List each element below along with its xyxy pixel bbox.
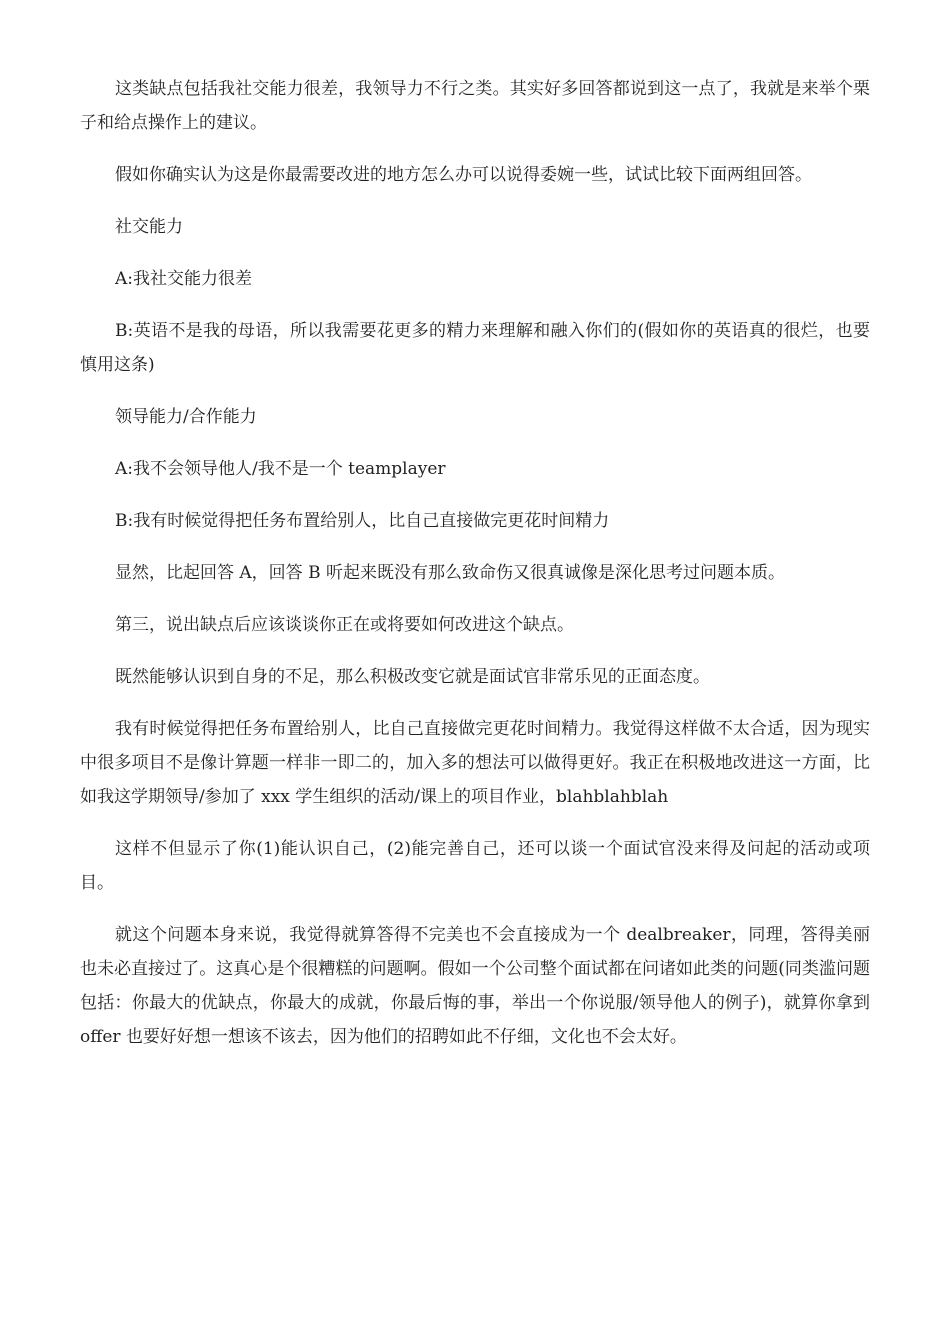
paragraph-benefits: 这样不但显示了你(1)能认识自己，(2)能完善自己，还可以谈一个面试官没来得及问起的活动或项目。 bbox=[80, 839, 870, 893]
paragraph-positive-attitude: 既然能够认识到自身的不足，那么积极改变它就是面试官非常乐见的正面态度。 bbox=[115, 667, 710, 687]
paragraph-weakness-types: 这类缺点包括我社交能力很差，我领导力不行之类。其实好多回答都说到这一点了，我就是来举个栗子和给点操作上的建议。 bbox=[80, 79, 870, 133]
paragraph-comparison: 显然，比起回答 A，回答 B 听起来既没有那么致命伤又很真诚像是深化思考过问题本质。 bbox=[115, 563, 785, 583]
paragraph-tactful-answer: 假如你确实认为这是你最需要改进的地方怎么办可以说得委婉一些，试试比较下面两组回答。 bbox=[115, 165, 812, 185]
paragraph-conclusion: 就这个问题本身来说，我觉得就算答得不完美也不会直接成为一个 dealbreaker，同理，答得美丽也未必直接过了。这真心是个很糟糕的问题啊。假如一个公司整个面试都在问诸如此类的问题(同类滥问题包括：你最大的优缺点，你最大的成就，你最后悔的事，举出一个你说服/领导他人的例子)，就算你拿到 offer 也要好好想一想该不该去，因为他们的招聘如此不仔细，文化也不会太好。 bbox=[80, 925, 870, 1047]
paragraph-third-point: 第三，说出缺点后应该谈谈你正在或将要如何改进这个缺点。 bbox=[115, 615, 574, 635]
paragraph-example-answer: 我有时候觉得把任务布置给别人，比自己直接做完更花时间精力。我觉得这样做不太合适，因为现实中很多项目不是像计算题一样非一即二的，加入多的想法可以做得更好。我正在积极地改进这一方面，比如我这学期领导/参加了 xxx 学生组织的活动/课上的项目作业，blahblahblah bbox=[80, 719, 870, 807]
subheading-social-skills: 社交能力 bbox=[115, 217, 183, 237]
answer-a-leadership: A:我不会领导他人/我不是一个 teamplayer bbox=[115, 459, 446, 479]
subheading-leadership: 领导能力/合作能力 bbox=[115, 407, 257, 427]
answer-b-leadership: B:我有时候觉得把任务布置给别人，比自己直接做完更花时间精力 bbox=[115, 511, 610, 531]
document-body bbox=[80, 72, 870, 1072]
answer-b-social: B:英语不是我的母语，所以我需要花更多的精力来理解和融入你们的(假如你的英语真的很烂，也要慎用这条) bbox=[80, 321, 870, 375]
answer-a-social: A:我社交能力很差 bbox=[115, 269, 253, 289]
